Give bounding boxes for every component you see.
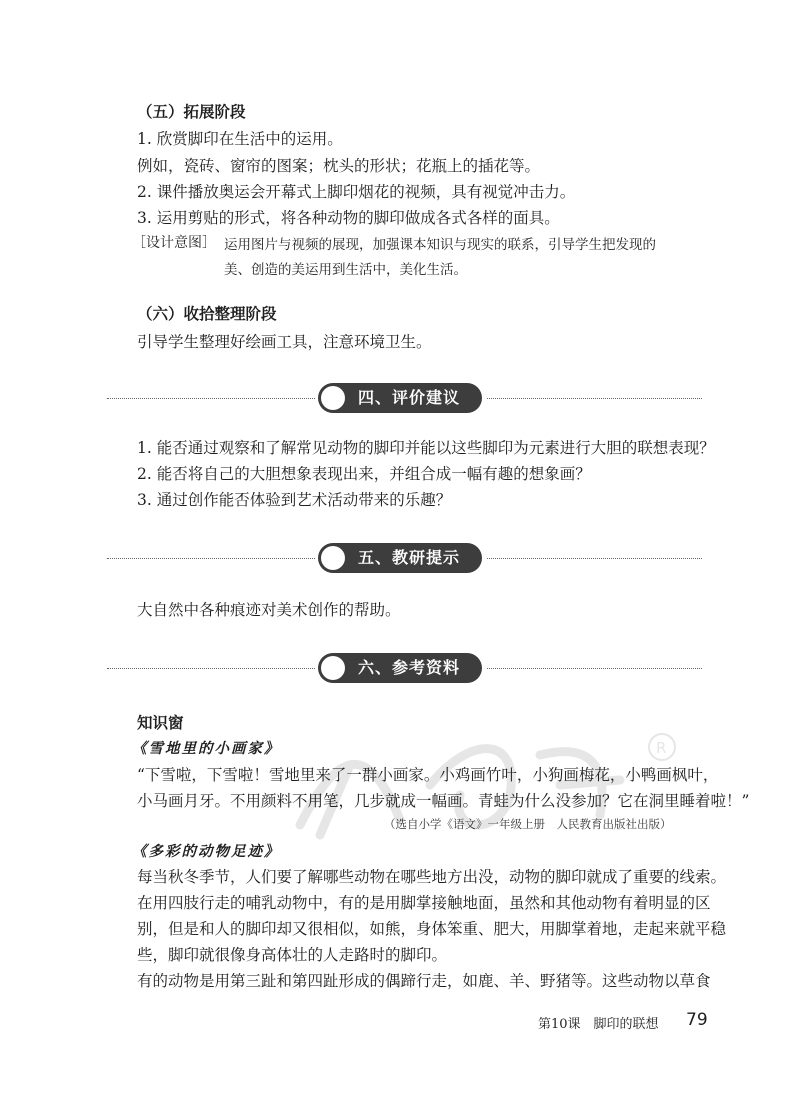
footer-lesson-title: 第10课 脚印的联想 — [538, 1017, 659, 1032]
section6-banner — [318, 653, 482, 683]
stage6-heading: （六）收拾整理阶段 — [137, 305, 277, 323]
stage5-heading: （五）拓展阶段 — [137, 103, 246, 121]
section5-divider-right — [487, 558, 702, 559]
section5-title: 五、教研提示 — [358, 548, 461, 567]
poem-line-1: “下雪啦，下雪啦！雪地里来了一群小画家。小鸡画竹叶，小狗画梅花，小鸭画枫叶， — [137, 766, 719, 784]
section5-text: 大自然中各种痕迹对美术创作的帮助。 — [137, 601, 401, 619]
stage5-item-1: 1. 欣赏脚印在生活中的运用。 — [137, 130, 343, 148]
stage6-text: 引导学生整理好绘画工具，注意环境卫生。 — [137, 333, 432, 351]
section4-divider-right — [487, 398, 702, 399]
section-badge-icon — [321, 386, 345, 410]
section-badge-icon — [321, 656, 345, 680]
poem-source: （选自小学《语文》一年级上册 人民教育出版社出版） — [384, 817, 672, 831]
design-intent-line-1: 运用图片与视频的展现，加强课本知识与现实的联系，引导学生把发现的 — [224, 237, 656, 253]
section4-item-2: 2. 能否将自己的大胆想象表现出来，并组合成一幅有趣的想象画？ — [137, 465, 591, 483]
stage5-item-2: 2. 课件播放奥运会开幕式上脚印烟花的视频，具有视觉冲击力。 — [137, 183, 576, 201]
stage5-item-example: 例如，瓷砖、窗帘的图案；枕头的形状；花瓶上的插花等。 — [137, 157, 541, 175]
section5-divider-left — [107, 558, 315, 559]
article-line-1: 每当秋冬季节，人们要了解哪些动物在哪些地方出没，动物的脚印就成了重要的线索。 — [137, 868, 727, 886]
svg-text:R: R — [656, 739, 667, 757]
design-intent-line-2: 美、创造的美运用到生活中，美化生活。 — [224, 262, 467, 278]
article-title: 《多彩的动物足迹》 — [132, 843, 281, 860]
section-badge-icon — [321, 546, 345, 570]
section6-title: 六、参考资料 — [358, 658, 461, 677]
section4-banner — [318, 383, 482, 413]
section4-title: 四、评价建议 — [358, 388, 461, 407]
page-number: 79 — [686, 1010, 708, 1030]
article-line-4: 些，脚印就很像身高体壮的人走路时的脚印。 — [137, 946, 448, 964]
section6-divider-left — [107, 668, 315, 669]
section4-item-1: 1. 能否通过观察和了解常见动物的脚印并能以这些脚印为元素进行大胆的联想表现？ — [137, 439, 715, 457]
design-intent-label: ［设计意图］ — [132, 235, 216, 251]
section5-banner — [318, 543, 482, 573]
article-line-5: 有的动物是用第三趾和第四趾形成的偶蹄行走，如鹿、羊、野猪等。这些动物以草食 — [137, 972, 711, 990]
section4-divider-left — [107, 398, 315, 399]
section6-divider-right — [487, 668, 702, 669]
article-line-3: 别，但是和人的脚印却又很相似，如熊，身体笨重、肥大，用脚掌着地，走起来就平稳 — [137, 920, 727, 938]
poem-title: 《雪地里的小画家》 — [132, 740, 281, 757]
knowledge-window-heading: 知识窗 — [137, 714, 184, 732]
stage5-item-3: 3. 运用剪贴的形式，将各种动物的脚印做成各式各样的面具。 — [137, 209, 560, 227]
section4-item-3: 3. 通过创作能否体验到艺术活动带来的乐趣？ — [137, 491, 452, 509]
poem-line-2: 小马画月牙。不用颜料不用笔，几步就成一幅画。青蛙为什么没参加？它在洞里睡着啦！” — [137, 792, 750, 810]
article-line-2: 在用四肢行走的哺乳动物中，有的是用脚掌接触地面，虽然和其他动物有着明显的区 — [137, 894, 711, 912]
